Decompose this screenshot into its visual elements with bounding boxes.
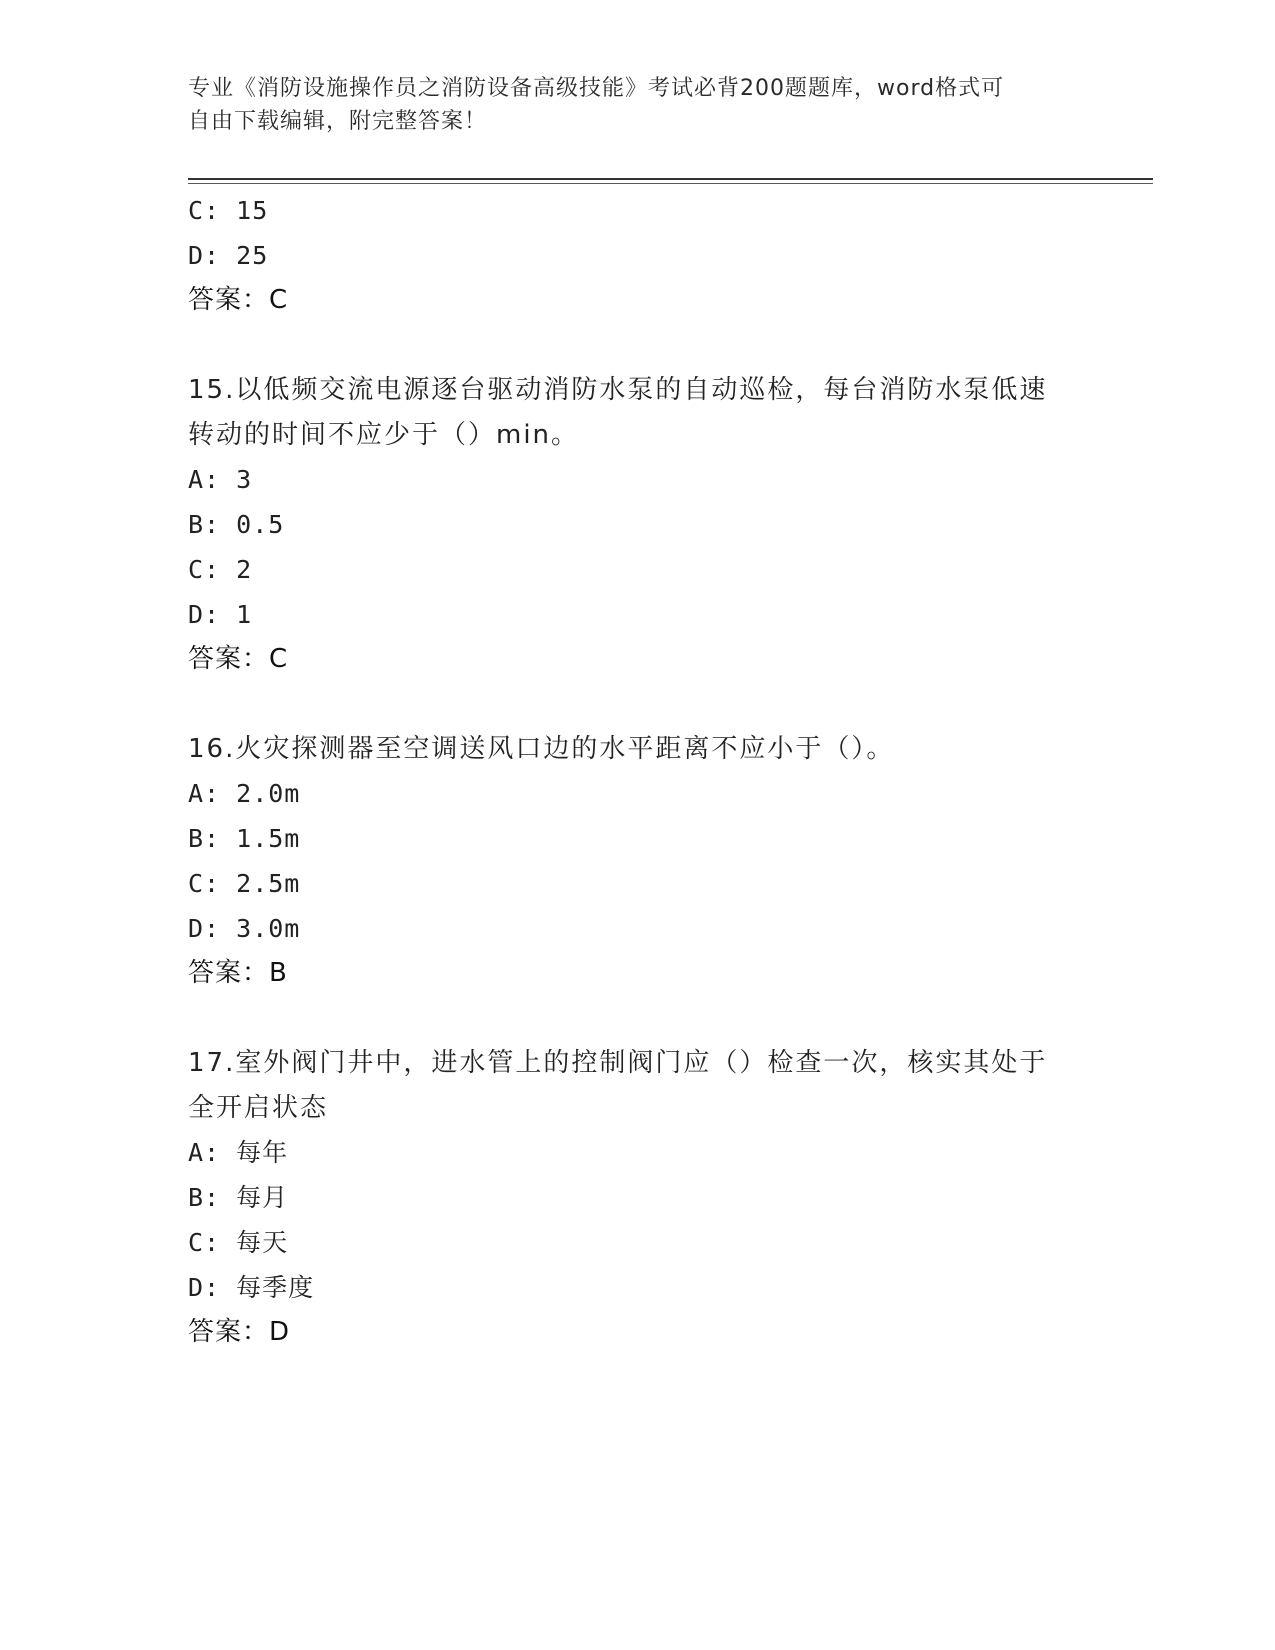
option-b: B: 0.5 [188,510,285,539]
header-divider [188,178,1153,180]
option-c: C: 每天 [188,1228,289,1257]
answer: 答案：C [188,644,289,674]
option-d: D: 1 [188,600,253,629]
option-b: B: 1.5m [188,824,301,853]
question-stem: 15.以低频交流电源逐台驱动消防水泵的自动巡检，每台消防水泵低速 [188,375,1048,405]
option-c: C: 2 [188,555,253,584]
header-line-1: 专业《消防设施操作员之消防设备高级技能》考试必背200题题库，word格式可 [188,76,1005,101]
option-d: D: 每季度 [188,1273,315,1302]
question-stem: 16.火灾探测器至空调送风口边的水平距离不应小于（）。 [188,734,895,764]
option-a: A: 每年 [188,1138,289,1167]
question-stem: 转动的时间不应少于（）min。 [188,420,580,450]
option-a: A: 2.0m [188,779,301,808]
option-c: C: 15 [188,196,269,225]
option-c: C: 2.5m [188,869,301,898]
answer: 答案：D [188,1317,291,1347]
option-d: D: 3.0m [188,914,301,943]
option-b: B: 每月 [188,1183,289,1212]
page-header [188,72,1088,138]
answer: 答案：B [188,958,288,988]
option-a: A: 3 [188,465,253,494]
header-divider-thin [188,183,1153,184]
question-stem: 17.室外阀门井中，进水管上的控制阀门应（）检查一次，核实其处于 [188,1048,1048,1078]
question-stem: 全开启状态 [188,1093,329,1123]
option-d: D: 25 [188,241,269,270]
answer: 答案：C [188,285,289,315]
header-line-2: 自由下载编辑，附完整答案！ [188,109,488,134]
